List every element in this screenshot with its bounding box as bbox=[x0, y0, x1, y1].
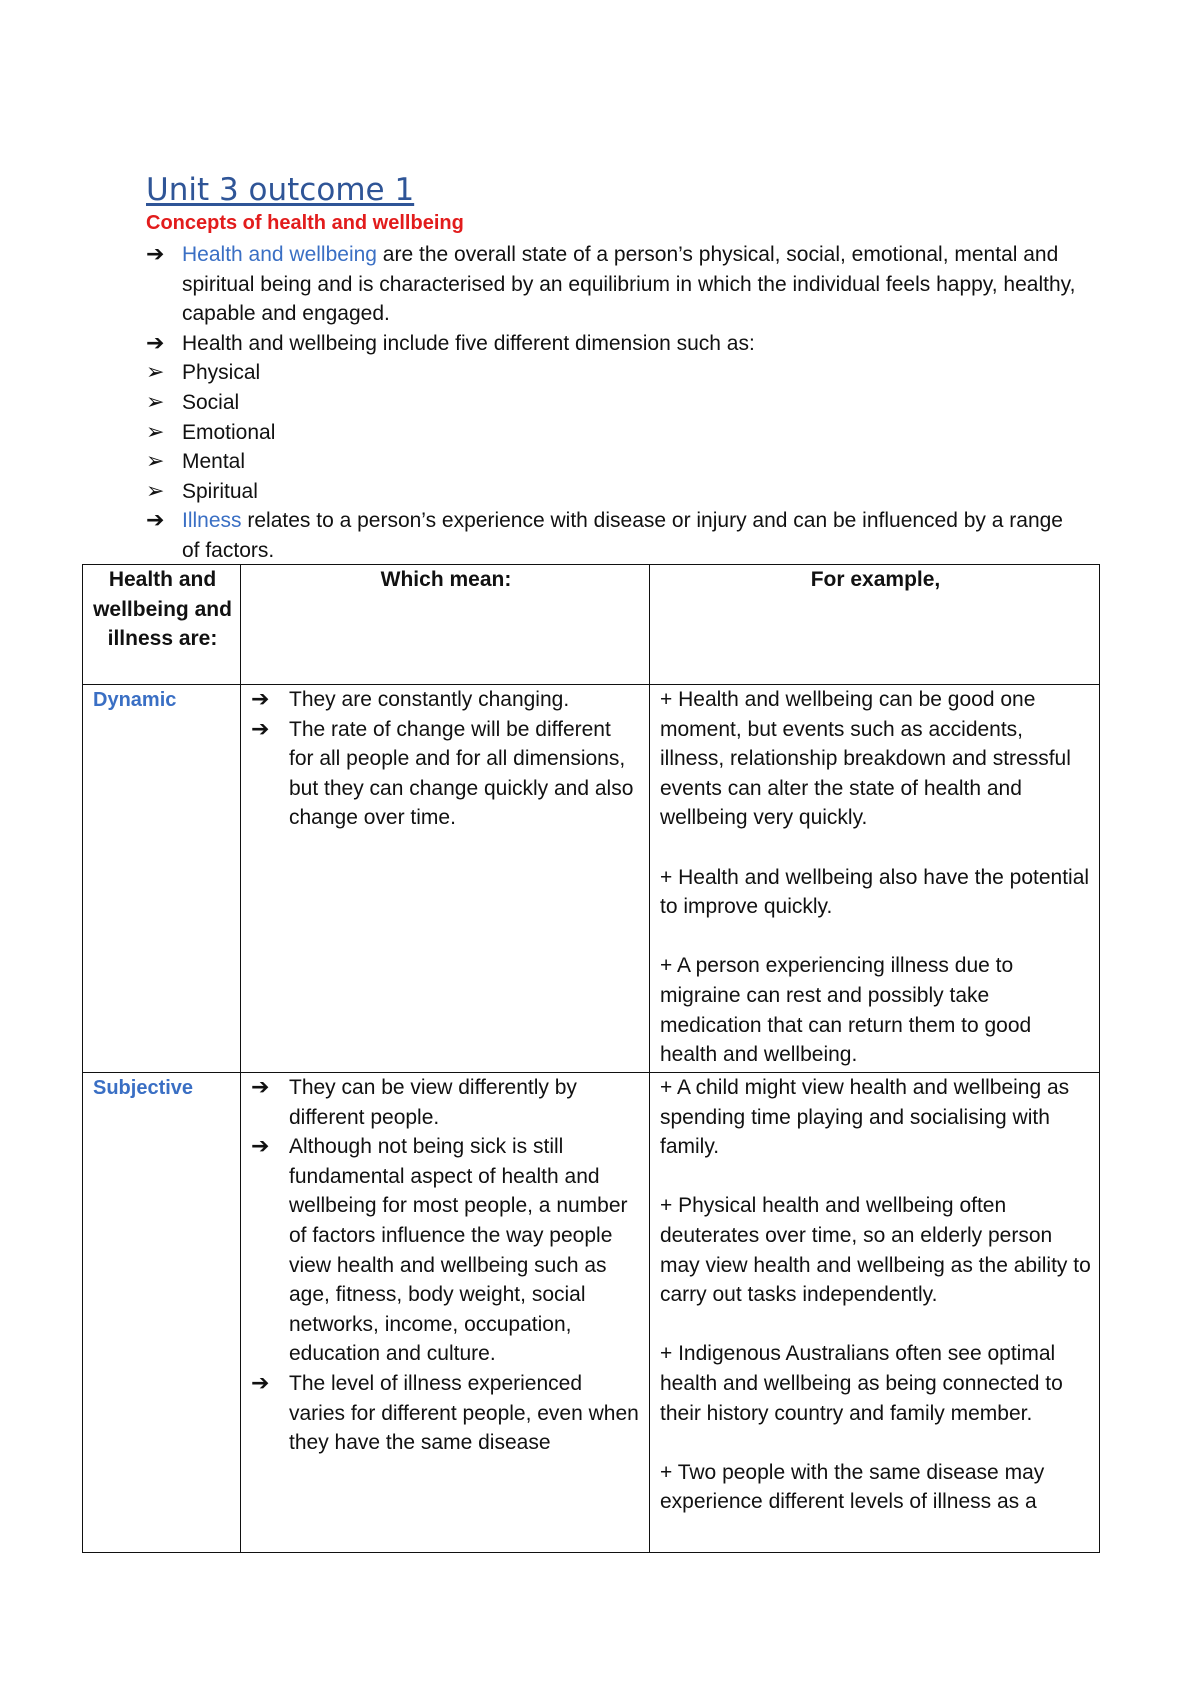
triangle-bullet-icon: ➢ bbox=[146, 477, 165, 503]
concepts-table bbox=[82, 564, 1100, 1553]
page-title: Unit 3 outcome 1 bbox=[146, 172, 415, 208]
dimension-item: ➢ Emotional bbox=[146, 418, 1086, 448]
meaning-cell bbox=[241, 1073, 650, 1553]
intro-point bbox=[146, 240, 1086, 329]
example-item: + Health and wellbeing can be good one moment, but events such as accidents, illness, relationship breakdown and stressful events can alter the state of health and wellbeing very quickly. bbox=[660, 688, 1071, 830]
table-row bbox=[83, 685, 1100, 1073]
meaning-cell bbox=[241, 685, 650, 1073]
intro-point-text: Health and wellbeing include five different dimension such as: bbox=[182, 331, 755, 355]
arrow-right-icon: ➔ bbox=[251, 1074, 270, 1099]
intro-point bbox=[146, 506, 1086, 565]
intro-list bbox=[146, 240, 1086, 566]
row-label-cell bbox=[83, 685, 241, 1073]
arrow-right-icon: ➔ bbox=[251, 715, 270, 741]
triangle-bullet-icon: ➢ bbox=[146, 388, 165, 414]
dimension-item: ➢ Physical bbox=[146, 358, 1086, 388]
intro-point-text: relates to a person’s experience with disease or injury and can be influenced by a range of factors. bbox=[182, 509, 1063, 562]
example-item: + A child might view health and wellbeing as spending time playing and socialising with family. bbox=[660, 1076, 1070, 1159]
example-item: + Health and wellbeing also have the potential to improve quickly. bbox=[660, 865, 1090, 919]
arrow-right-icon: ➔ bbox=[146, 507, 165, 533]
example-cell bbox=[650, 1073, 1100, 1553]
meaning-point: ➔ They are constantly changing. bbox=[251, 685, 641, 715]
column-header: Health and wellbeing and illness are: bbox=[83, 565, 241, 685]
row-label: Subjective bbox=[93, 1077, 194, 1099]
triangle-bullet-icon: ➢ bbox=[146, 359, 165, 385]
dimension-item: ➢ Spiritual bbox=[146, 477, 1086, 507]
example-item: + Indigenous Australians often see optimal health and wellbeing as being connected to their history country and family member. bbox=[660, 1342, 1063, 1425]
arrow-right-icon: ➔ bbox=[251, 1369, 270, 1395]
meaning-point: ➔ The level of illness experienced varies for different people, even when they have the same disease bbox=[251, 1369, 639, 1455]
example-item: + Two people with the same disease may experience different levels of illness as a bbox=[660, 1460, 1045, 1514]
row-label-cell bbox=[83, 1073, 241, 1553]
example-item: + Physical health and wellbeing often deuterates over time, so an elderly person may view health and wellbeing as the ability to carry out tasks independently. bbox=[660, 1194, 1091, 1307]
example-item: + A person experiencing illness due to migraine can rest and possibly take medication that can return them to good health and wellbeing. bbox=[660, 954, 1032, 1067]
dimension-item: ➢ Social bbox=[146, 388, 1086, 418]
dimension-item: ➢ Mental bbox=[146, 447, 1086, 477]
section-subtitle: Concepts of health and wellbeing bbox=[146, 212, 464, 234]
arrow-right-icon: ➔ bbox=[146, 329, 165, 355]
intro-point-text: are the overall state of a person’s physical, social, emotional, mental and spiritual being and is characterised by an equilibrium in which the individual feels happy, healthy, capable and engaged. bbox=[182, 243, 1076, 326]
meaning-point: ➔ They can be view differently by different people. bbox=[251, 1074, 577, 1129]
arrow-right-icon: ➔ bbox=[146, 241, 165, 266]
table-header-row bbox=[83, 565, 1100, 685]
meaning-point: ➔ The rate of change will be different for all people and for all dimensions, but they can change quickly and also change over time. bbox=[251, 715, 634, 830]
table-row bbox=[83, 1073, 1100, 1553]
triangle-bullet-icon: ➢ bbox=[146, 418, 165, 444]
triangle-bullet-icon: ➢ bbox=[146, 448, 165, 474]
example-cell bbox=[650, 685, 1100, 1073]
column-header: Which mean: bbox=[241, 565, 650, 685]
highlight-term: Illness bbox=[182, 509, 242, 533]
row-label: Dynamic bbox=[93, 689, 177, 711]
column-header: For example, bbox=[650, 565, 1100, 685]
meaning-point: ➔ Although not being sick is still fundamental aspect of health and wellbeing for most people, a number of factors influence the way people view health and wellbeing such as age, fitness, body weight, social networks, income, occupation, education and culture. bbox=[251, 1133, 628, 1366]
arrow-right-icon: ➔ bbox=[251, 686, 270, 711]
intro-point bbox=[146, 329, 1086, 359]
highlight-term: Health and wellbeing bbox=[182, 243, 377, 266]
arrow-right-icon: ➔ bbox=[251, 1133, 270, 1159]
